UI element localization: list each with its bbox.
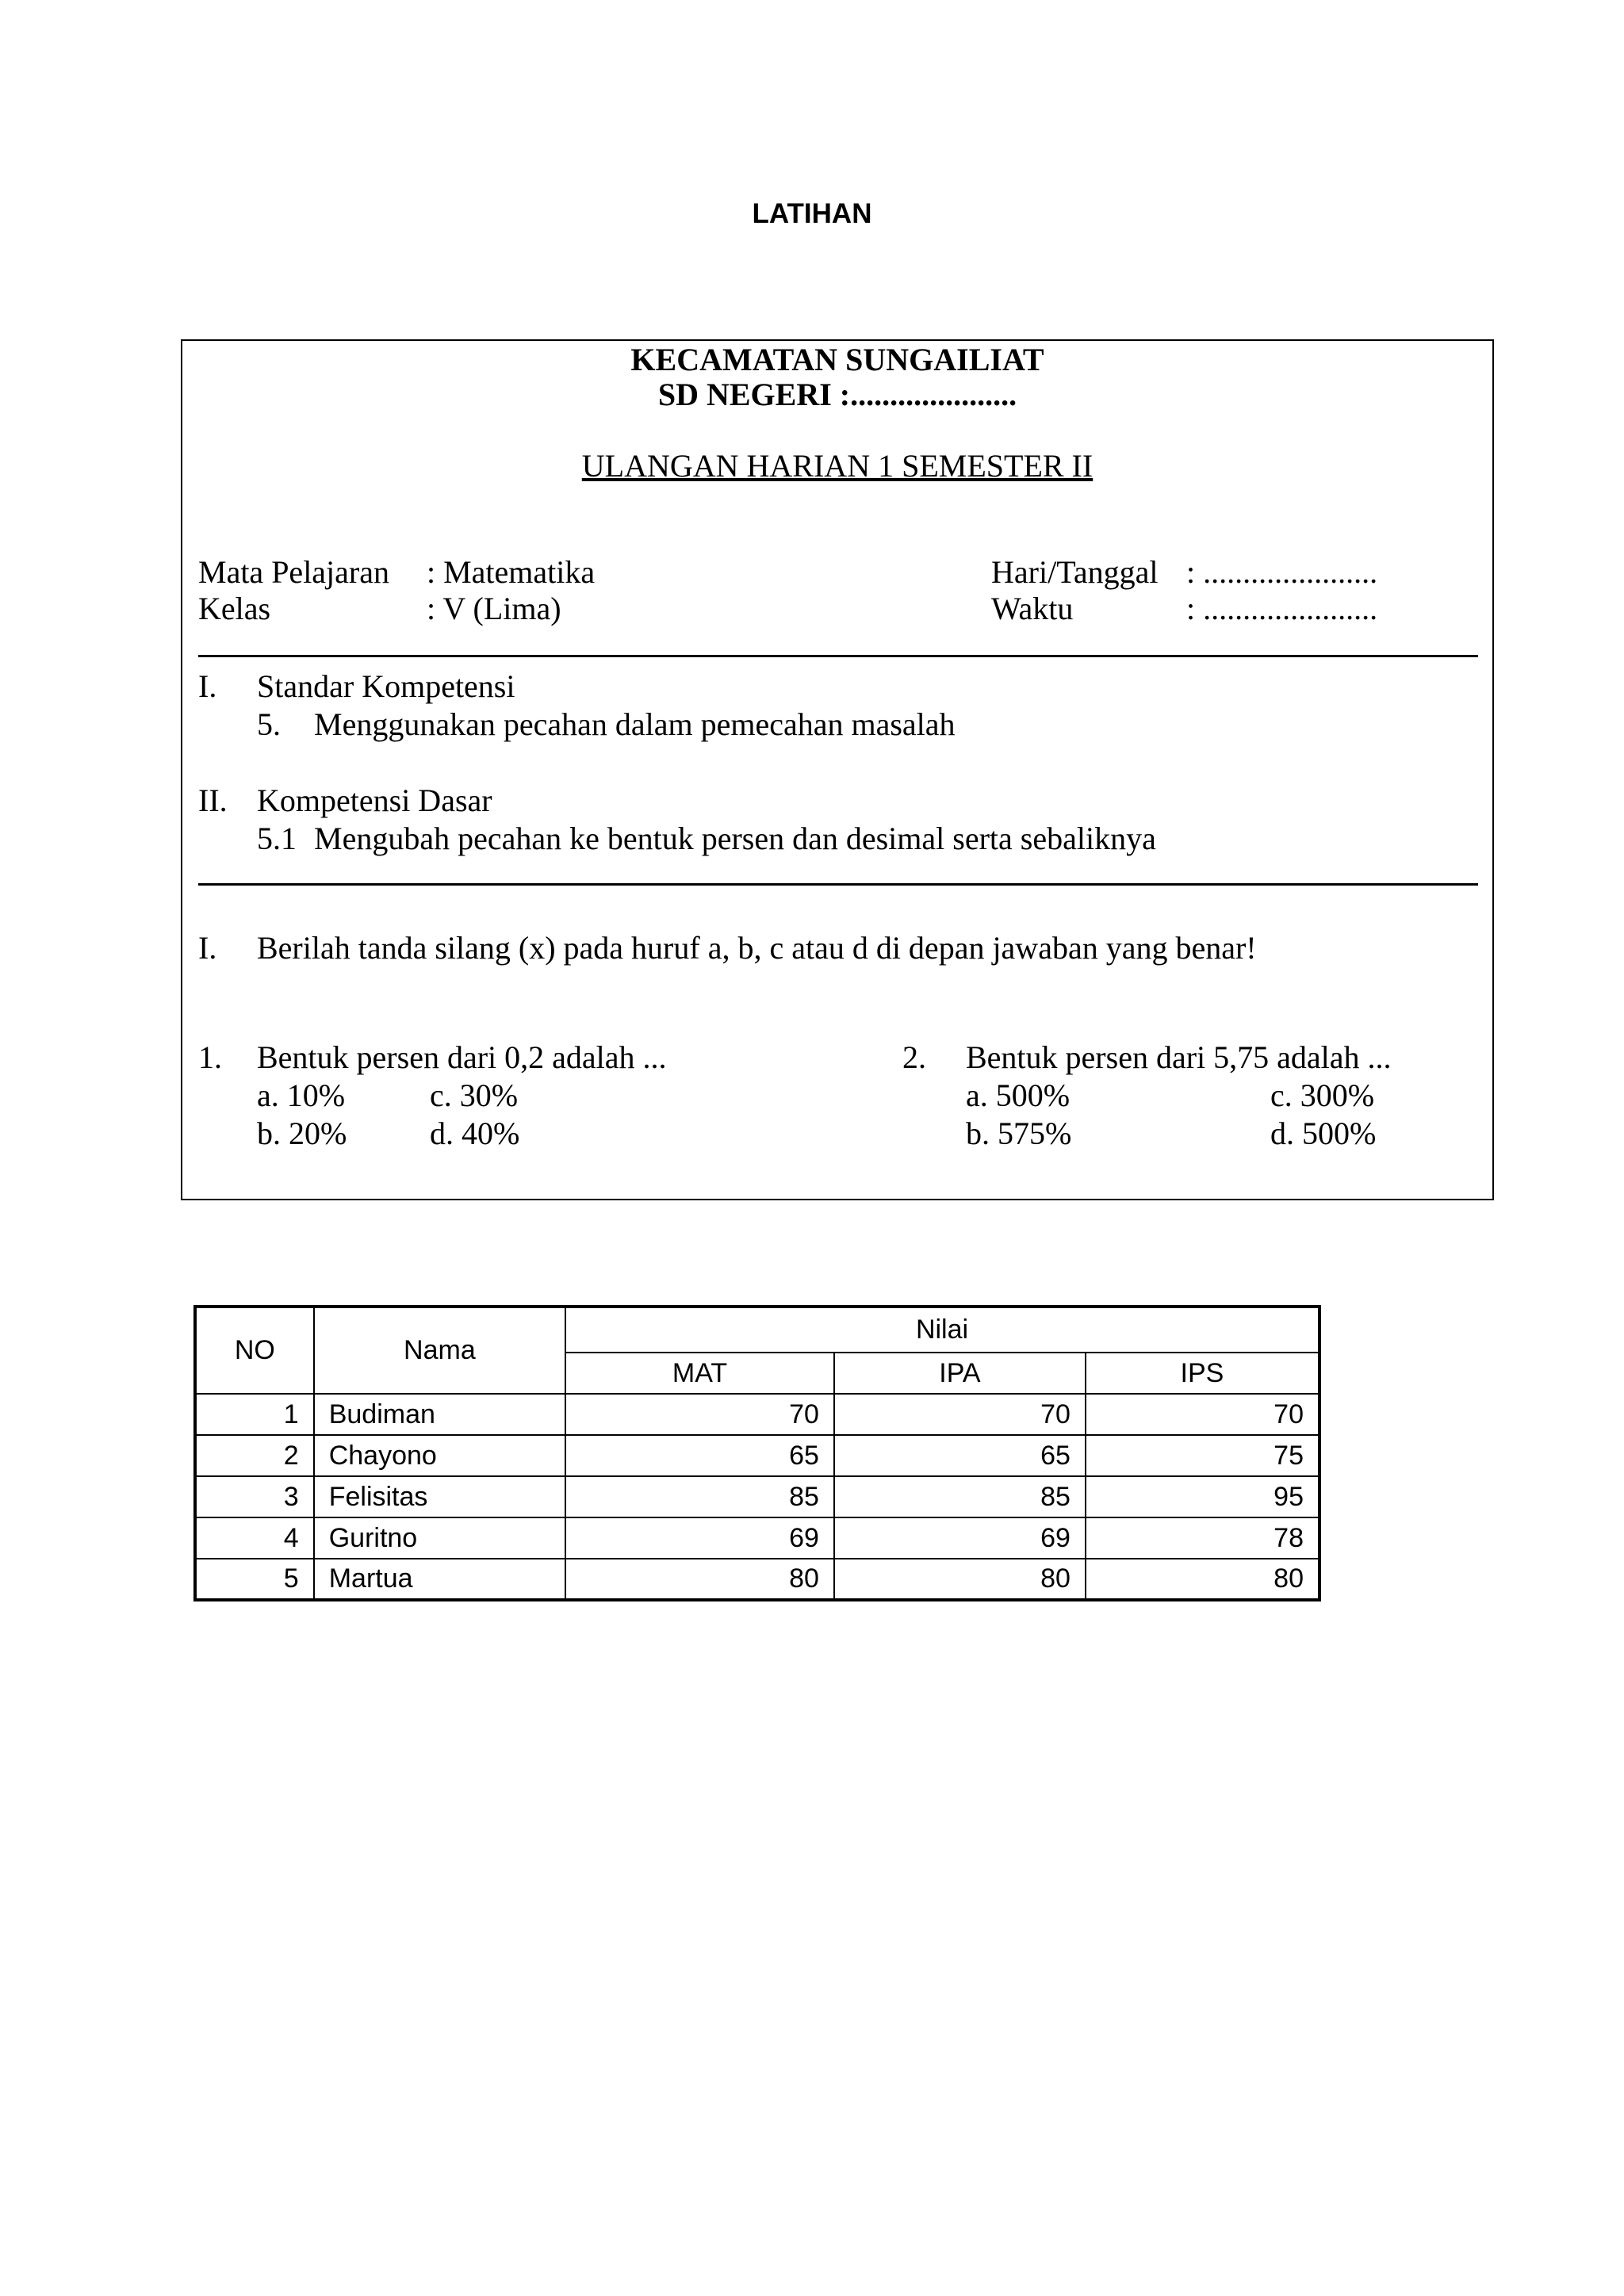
cell-nama: Guritno [314,1517,565,1559]
school-title: SD NEGERI :..................... [657,377,1017,412]
option-d: d. 500% [1270,1115,1377,1151]
grades-table [193,1305,1321,1601]
option-a: a. 10% [257,1077,346,1113]
question-number: 1. [198,1039,222,1075]
divider-line [198,655,1478,657]
cell-ipa: 69 [834,1517,1086,1559]
district-title: KECAMATAN SUNGAILIAT [630,342,1044,377]
question-text: Bentuk persen dari 5,75 adalah ... [966,1039,1392,1075]
cell-ipa: 80 [834,1559,1086,1600]
option-c: c. 30% [430,1077,519,1113]
option-c: c. 300% [1270,1077,1375,1113]
section-item-text: Menggunakan pecahan dalam pemecahan masalah [314,706,956,742]
question-text: Bentuk persen dari 0,2 adalah ... [257,1039,667,1075]
class-label: Kelas [198,591,271,626]
cell-mat: 85 [565,1476,834,1517]
option-a: a. 500% [966,1077,1071,1113]
cell-no: 5 [195,1559,314,1600]
section-title: Kompetensi Dasar [257,783,492,818]
table-row [195,1435,1320,1476]
cell-ips: 95 [1086,1476,1320,1517]
header-mat: MAT [565,1353,834,1394]
class-value: : V (Lima) [427,591,561,626]
header-ipa: IPA [834,1353,1086,1394]
header-nilai: Nilai [565,1307,1320,1353]
time-value: : ...................... [1186,591,1378,626]
section-title: Standar Kompetensi [257,668,515,704]
cell-no: 2 [195,1435,314,1476]
page-heading: LATIHAN [752,198,872,229]
date-value: : ...................... [1186,554,1378,590]
option-d: d. 40% [430,1115,520,1151]
table-row [195,1476,1320,1517]
cell-ipa: 85 [834,1476,1086,1517]
cell-ipa: 70 [834,1394,1086,1435]
table-row [195,1394,1320,1435]
option-b: b. 575% [966,1115,1072,1151]
cell-no: 4 [195,1517,314,1559]
table-row [195,1559,1320,1600]
section-item-number: 5.1 [257,821,297,856]
subject-value: : Matematika [427,554,596,590]
question-number: 2. [902,1039,926,1075]
section-numeral: II. [198,783,228,818]
cell-ips: 75 [1086,1435,1320,1476]
cell-ipa: 65 [834,1435,1086,1476]
divider-line [198,883,1478,886]
section-numeral: I. [198,668,217,704]
instruction-text: Berilah tanda silang (x) pada huruf a, b, c atau d di depan jawaban yang benar! [257,930,1257,966]
cell-nama: Martua [314,1559,565,1600]
option-b: b. 20% [257,1115,347,1151]
cell-no: 1 [195,1394,314,1435]
cell-no: 3 [195,1476,314,1517]
subject-label: Mata Pelajaran [198,554,389,590]
cell-mat: 65 [565,1435,834,1476]
time-label: Waktu [991,591,1074,626]
cell-mat: 69 [565,1517,834,1559]
instruction-numeral: I. [198,930,217,966]
section-item-number: 5. [257,706,281,742]
section-item-text: Mengubah pecahan ke bentuk persen dan desimal serta sebaliknya [314,821,1156,856]
cell-nama: Budiman [314,1394,565,1435]
cell-nama: Felisitas [314,1476,565,1517]
date-label: Hari/Tanggal [991,554,1159,590]
cell-nama: Chayono [314,1435,565,1476]
header-no: NO [195,1307,314,1394]
header-nama: Nama [314,1307,565,1394]
header-ips: IPS [1086,1353,1320,1394]
exam-header-box [181,339,1494,1200]
exam-title: ULANGAN HARIAN 1 SEMESTER II [581,448,1094,484]
cell-mat: 80 [565,1559,834,1600]
cell-ips: 78 [1086,1517,1320,1559]
cell-mat: 70 [565,1394,834,1435]
table-row [195,1517,1320,1559]
cell-ips: 80 [1086,1559,1320,1600]
cell-ips: 70 [1086,1394,1320,1435]
